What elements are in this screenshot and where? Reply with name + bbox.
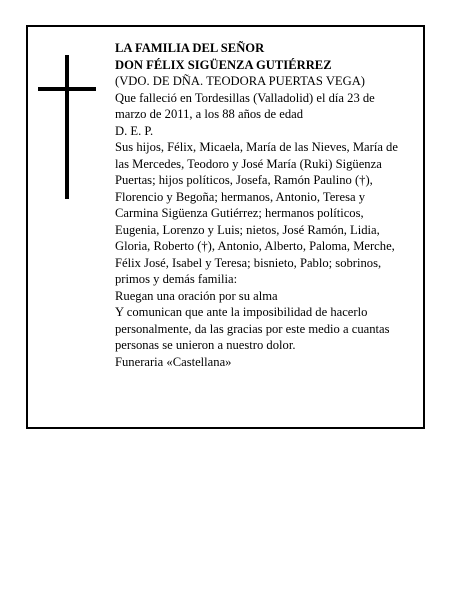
latin-cross-icon (38, 55, 96, 199)
obituary-notice (26, 25, 425, 429)
header-line-family: LA FAMILIA DEL SEÑOR (115, 41, 265, 55)
family-line: Carmina Sigüenza Gutiérrez; hermanos políticos, (115, 206, 364, 220)
header-line-deceased: DON FÉLIX SIGÜENZA GUTIÉRREZ (115, 57, 332, 72)
widower-line: (VDO. DE DÑA. TEODORA PUERTAS VEGA) (115, 74, 365, 88)
family-line: primos y demás familia: (115, 272, 238, 286)
thanks-line: personas se unieron a nuestro dolor. (115, 338, 296, 352)
cross-vertical-bar (65, 55, 69, 199)
thanks-line: personalmente, da las gracias por este medio a cuantas (115, 321, 390, 336)
dep-line: D. E. P. (115, 123, 154, 138)
funeral-home-line: Funeraria «Castellana» (115, 354, 232, 369)
family-line: las Mercedes, Teodoro y José María (Ruki) Sigüenza (115, 156, 382, 171)
family-line: Florencio y Begoña; hermanos, Antonio, Teresa y (115, 189, 366, 204)
thanks-line: Y comunican que ante la imposibilidad de hacerlo (115, 305, 368, 319)
family-line: Eugenia, Lorenzo y Luis; nietos, José Ramón, Lidia, (115, 222, 380, 237)
death-line: marzo de 2011, a los 88 años de edad (115, 107, 304, 121)
death-line: Que falleció en Tordesillas (Valladolid) el día 23 de (115, 90, 375, 105)
family-line: Félix José, Isabel y Teresa; bisnieto, Pablo; sobrinos, (115, 255, 382, 270)
family-line: Gloria, Roberto (†), Antonio, Alberto, Paloma, Merche, (115, 239, 395, 253)
family-line: Puertas; hijos políticos, Josefa, Ramón Paulino (†), (115, 173, 373, 187)
cross-horizontal-bar (38, 87, 96, 91)
prayer-line: Ruegan una oración por su alma (115, 288, 278, 303)
family-line: Sus hijos, Félix, Micaela, María de las Nieves, María de (115, 140, 398, 154)
notice-text (115, 40, 427, 370)
